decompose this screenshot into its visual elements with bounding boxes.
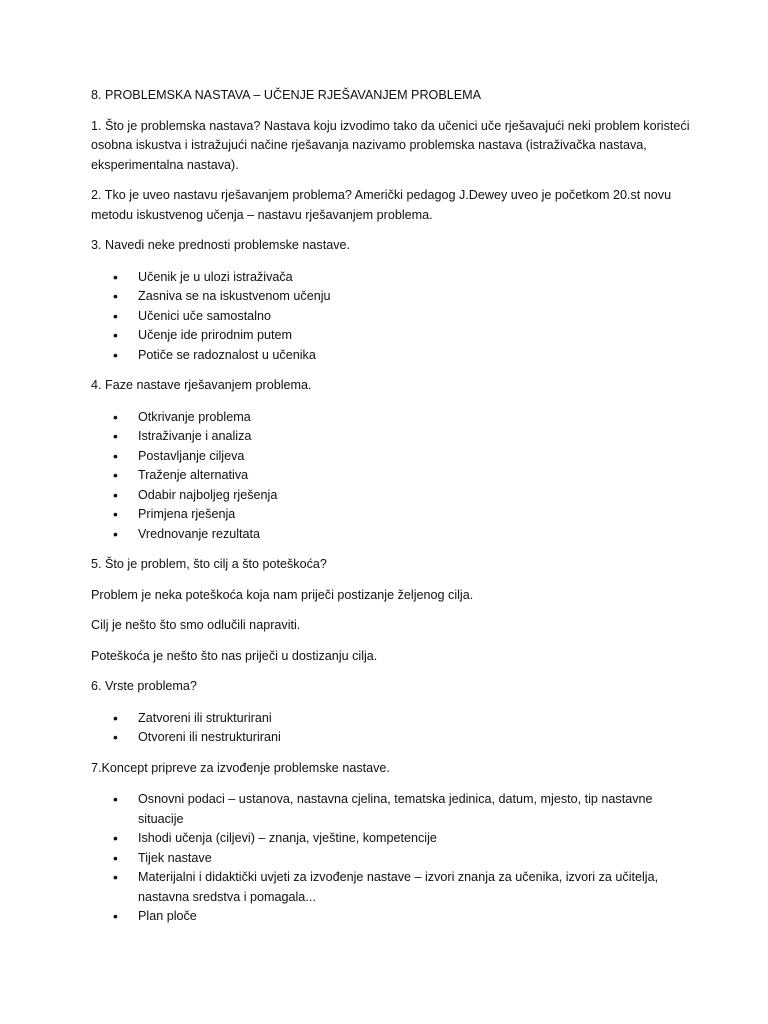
list-item: • Otkrivanje problema (91, 408, 691, 428)
list-item: • Učenici uče samostalno (91, 307, 691, 327)
question-5-problem: Problem je neka poteškoća koja nam priječi postizanje željenog cilja. (91, 587, 474, 602)
question-3-list (91, 268, 691, 366)
list-item: • Traženje alternativa (91, 466, 691, 486)
question-4-list (91, 408, 691, 545)
list-item: • Potiče se radoznalost u učenika (91, 346, 691, 366)
list-item: • Osnovni podaci – ustanova, nastavna cjelina, tematska jedinica, datum, mjesto, tip nastavne situacije (91, 790, 691, 829)
list-item: • Primjena rješenja (91, 505, 691, 525)
document-title: 8. PROBLEMSKA NASTAVA – UČENJE RJEŠAVANJEM PROBLEMA (91, 88, 482, 102)
list-item: • Ishodi učenja (ciljevi) – znanja, vještine, kompetencije (91, 829, 691, 849)
list-item: • Tijek nastave (91, 849, 691, 869)
question-3-heading: 3. Navedi neke prednosti problemske nastave. (91, 238, 351, 252)
question-5-heading: 5. Što je problem, što cilj a što poteškoća? (91, 557, 327, 571)
document-page (91, 86, 691, 938)
question-1: 1. Što je problemska nastava? Nastava koju izvodimo tako da učenici uče rješavajući neki problem koristeći osobna iskustva i istražujući načine rješavanja nazivamo problemska nastava (istraživačka nastava, eksperimentalna nastava). (91, 118, 690, 172)
question-6-list (91, 709, 691, 748)
list-item: • Učenik je u ulozi istraživača (91, 268, 691, 288)
list-item: • Zasniva se na iskustvenom učenju (91, 287, 691, 307)
list-item: • Istraživanje i analiza (91, 427, 691, 447)
question-2: 2. Tko je uveo nastavu rješavanjem problema? Američki pedagog J.Dewey uveo je početkom 20.st novu metodu iskustvenog učenja – nastavu rješavanjem problema. (91, 188, 672, 222)
question-5-difficulty: Poteškoća je nešto što nas priječi u dostizanju cilja. (91, 648, 378, 663)
list-item: • Zatvoreni ili strukturirani (91, 709, 691, 729)
list-item: • Otvoreni ili nestrukturirani (91, 728, 691, 748)
question-6-heading: 6. Vrste problema? (91, 679, 197, 693)
question-4-heading: 4. Faze nastave rješavanjem problema. (91, 378, 312, 392)
list-item: • Materijalni i didaktički uvjeti za izvođenje nastave – izvori znanja za učenika, izvori za učitelja, nastavna sredstva i pomagala... (91, 868, 691, 907)
question-5-goal: Cilj je nešto što smo odlučili napraviti. (91, 618, 301, 632)
list-item: • Postavljanje ciljeva (91, 447, 691, 467)
list-item: • Odabir najboljeg rješenja (91, 486, 691, 506)
list-item: • Učenje ide prirodnim putem (91, 326, 691, 346)
question-7-list (91, 790, 691, 927)
list-item: • Vrednovanje rezultata (91, 525, 691, 545)
list-item: • Plan ploče (91, 907, 691, 927)
question-7-heading: 7.Koncept pripreve za izvođenje problemske nastave. (91, 760, 390, 775)
